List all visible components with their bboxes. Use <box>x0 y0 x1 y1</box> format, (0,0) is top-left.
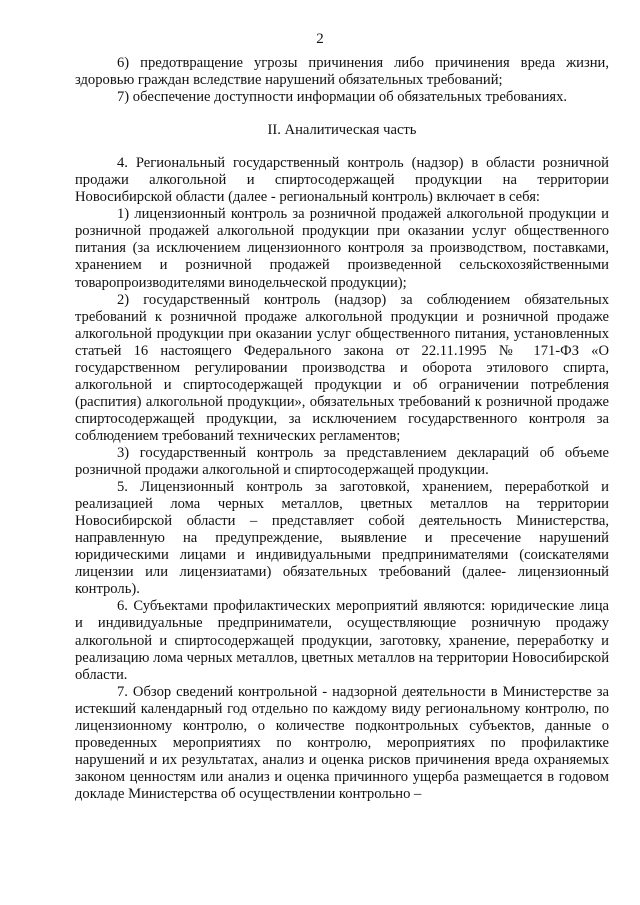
document-body <box>75 55 609 803</box>
page-number: 2 <box>316 31 324 47</box>
paragraph-4-item-1: 1) лицензионный контроль за розничной продажей алкогольной продукции и розничной продажей алкогольной продукции при оказании услуг общественного питания (за исключением лицензионного контроля за производством, поставками, хранением и розничной продажей произведенной сельскохозяйственными товаропроизводителями винодельческой продукции); <box>75 206 609 291</box>
list-item-7: 7) обеспечение доступности информации об обязательных требованиях. <box>117 89 568 106</box>
section-heading: II. Аналитическая часть <box>267 122 417 139</box>
paragraph-4-item-3: 3) государственный контроль за представлением деклараций об объеме розничной продажи алкогольной и спиртосодержащей продукции. <box>75 444 609 479</box>
paragraph-4-item-2: 2) государственный контроль (надзор) за соблюдением обязательных требований к розничной продаже алкогольной продукции и розничной продаже алкогольной продукции при оказании услуг общественного питания, установленных статьей 16 настоящего Федерального закона от 22.11.1995 № 171-ФЗ «О государственном регулировании производства и оборота этилового спирта, алкогольной и спиртосодержащей продукции и об ограничении потребления (распития) алкогольной продукции», обязательных требований к розничной продаже спиртосодержащей продукции, за исключением государственного контроля за соблюдением требований технических регламентов; <box>75 291 609 444</box>
paragraph-4: 4. Региональный государственный контроль (надзор) в области розничной продажи алкогольной и спиртосодержащей продукции на территории Новосибирской области (далее - региональный контроль) включает в себя: <box>75 155 609 206</box>
list-item-6: 6) предотвращение угрозы причинения либо причинения вреда жизни, здоровью граждан вследствие нарушений обязательных требований; <box>75 55 609 89</box>
paragraph-5: 5. Лицензионный контроль за заготовкой, хранением, переработкой и реализацией лома черных металлов, цветных металлов на территории Новосибирской области – представляет собой деятельность Министерства, направленную на предупреждение, выявление и пресечение нарушений юридическими лицами и индивидуальными предпринимателями (соискателями лицензии или лицензиатами) обязательных требований (далее- лицензионный контроль). <box>75 479 609 598</box>
paragraph-7: 7. Обзор сведений контрольной - надзорной деятельности в Министерстве за истекший календарный год отдельно по каждому виду региональному контролю, по лицензионному контролю, о количестве подконтрольных субъектов, данные о проведенных мероприятиях по контролю, мероприятиях по профилактике нарушений и их результатах, анализ и оценка рисков причинения вреда охраняемых законом ценностям или анализ и оценка причинного ущерба размещается в годовом докладе Министерства об осуществлении контрольно – <box>75 683 609 802</box>
paragraph-6: 6. Субъектами профилактических мероприятий являются: юридические лица и индивидуальные предприниматели, осуществляющие розничную продажу алкогольной и спиртосодержащей продукции, заготовку, хранение, переработку и реализацию лома черных металлов, цветных металлов на территории Новосибирской области. <box>75 598 609 683</box>
